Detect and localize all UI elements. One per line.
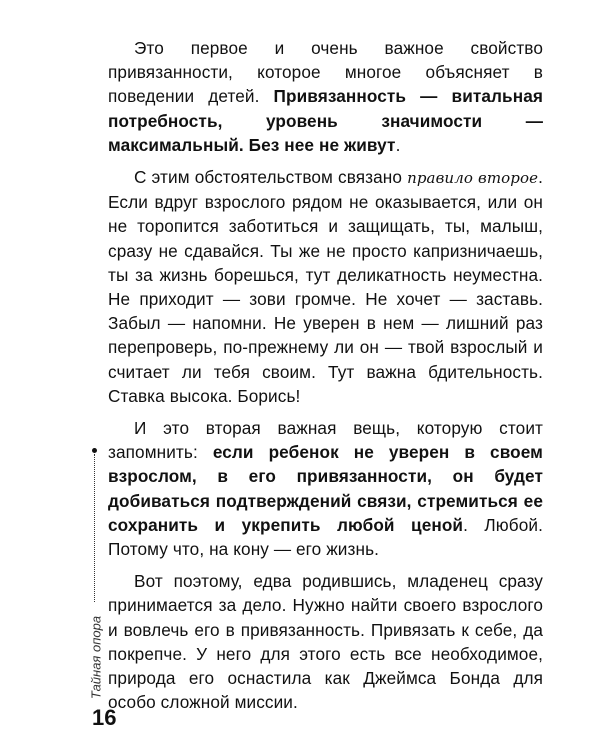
paragraph-1-bold-statement: Привязанность — витальная потребность, уровень значимости — максимальный. Без нее не живут	[108, 86, 543, 155]
paragraph-4	[108, 569, 543, 714]
running-head-dot	[92, 448, 97, 453]
paragraph-3-text-1: И это вторая важная вещь, которую стоит запомнить:	[108, 418, 543, 463]
running-head-title: Тайная опора	[88, 615, 104, 700]
paragraph-3	[108, 416, 543, 561]
running-head-leader-line	[94, 454, 95, 602]
paragraph-3-bold-statement: если ребенок не уверен в своем взрослом, в его привязанности, он будет добиваться подтверждений связи, стремиться ее сохранить и укрепить любой ценой	[108, 442, 543, 535]
page-number: 16	[92, 705, 117, 730]
paragraph-2-text-2: . Если вдруг взрослого рядом не оказывается, или он не торопится заботиться и защищать, ты, малыш, сразу не сдавайся. Ты же не просто капризничаешь, ты за жизнь борешься, тут деликатность неуместна. Не приходит — зови громче. Не хочет — заставь. Забыл — напомни. Не уверен в нем — лишний раз перепроверь, по-прежнему ли он — твой взрослый и считает ли тебя своим. Тут важна бдительность. Ставка высока. Борись!	[108, 167, 543, 406]
paragraph-1-text-2: .	[395, 134, 401, 155]
paragraph-2	[108, 165, 543, 408]
body-text	[108, 36, 543, 722]
paragraph-2-italic-rule: правило второе	[407, 169, 539, 188]
paragraph-3-text-2: . Любой. Потому что, на кону — его жизнь.	[108, 514, 543, 560]
paragraph-4-text-1: Вот поэтому, едва родившись, младенец сразу принимается за дело. Нужно найти своего взрослого и вовлечь его в привязанность. Привязать к себе, да покрепче. У него для этого есть все необходимое, природа его оснастила как Джеймса Бонда для особо сложной миссии.	[108, 571, 543, 713]
paragraph-1	[108, 36, 543, 157]
paragraph-1-text-1: Это первое и очень важное свойство привязанности, которое многое объясняет в поведении детей.	[108, 38, 543, 107]
paragraph-2-text-1: С этим обстоятельством связано	[134, 167, 408, 188]
running-head	[84, 440, 104, 700]
